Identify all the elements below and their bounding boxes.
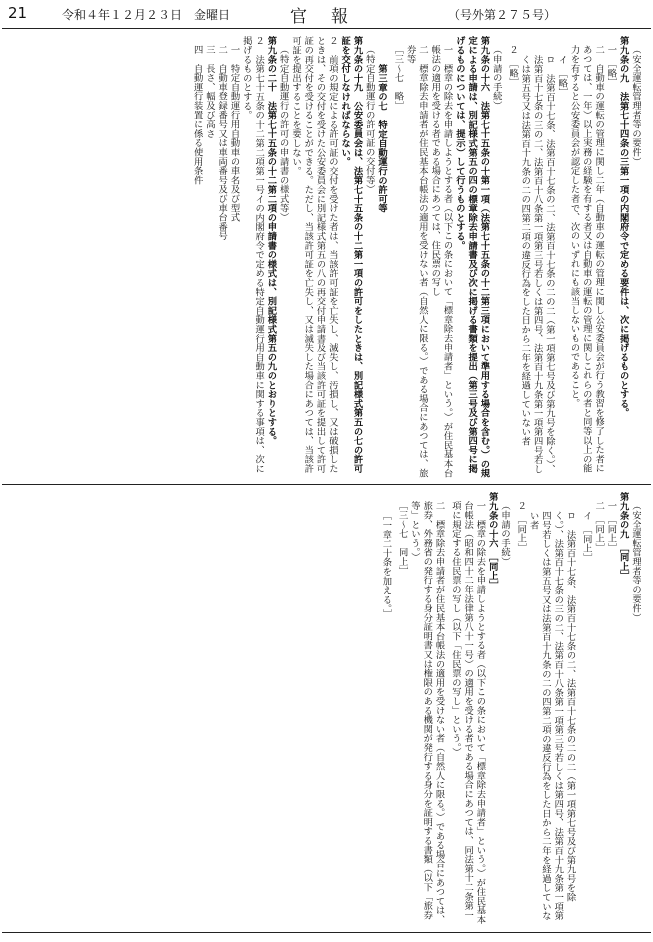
lower-text-line: （申請の手続） <box>499 501 511 567</box>
lower-text-line: イ ［同上］ <box>580 510 592 562</box>
upper-text-line: ［三～七 略］ <box>392 45 404 111</box>
issue-number: （号外第２７５号） <box>448 8 557 22</box>
upper-text-line: 第九条の十六 法第七十五条の十第一項（法第七十五条の十二第三項において準用する場合を含む。）の規定による申請は、別記様式第五の四の標章除去申請書及び次に掲げる書類を提出（第三号及び第四号に掲げるものについては、提示）して行うものとする。 <box>453 36 490 478</box>
upper-text-line: ロ 法第百十七条、法第百十七条の二、法第百十七条の二の二（第一項第七号及び第九号を除く。）、法第百十七条の三の二、法第百十八条第一項第三号若しくは第四号、法第百十九条第一項第四号若しくは第五号又は法第百十九条の二の四第二項の違反行為をした日から二年を経過していない者 <box>519 54 555 474</box>
upper-text-line: （特定自動運行の許可証の交付等） <box>363 45 375 195</box>
lower-text-line: ロ 法第百十七条、法第百十七条の二、法第百十七条の二の二（第一項第七号及び第九号を除く。）、法第百十七条の三の二、法第百十八条第一項第三号若しくは第四号、法第百十九条第一項第四号若しくは第五号又は法第百十九条の二の四第二項の違反行為をした日から二年を経過していない者 <box>527 510 576 920</box>
upper-text-line: 二 自動車登録番号又は車両番号及び車台番号 <box>216 45 228 241</box>
page-number: 21 <box>8 4 28 22</box>
upper-text-line: 第三章の七 特定自動運行の許可等 <box>376 63 388 213</box>
lower-text-line: 第九条の九 ［同上］ <box>617 492 629 581</box>
upper-text-line: （特定自動運行の許可の申請書の様式等） <box>277 45 289 222</box>
upper-text-line: （安全運転管理者等の要件） <box>630 45 641 167</box>
lower-text-line: ［三～七 同上］ <box>396 501 408 576</box>
upper-text-line: ２ ［略］ <box>507 45 519 88</box>
upper-text-line: 二 標章除去申請者が住民基本台帳法の適用を受けない者（自然人に限る。）である場合にあつては、旅券等 <box>404 45 428 478</box>
upper-text-line: ２ 法第七十五条の十二第二項第一号イの内閣府令で定める特定自動運行用自動車に関する事項は、次に掲げるものとする。 <box>240 36 265 474</box>
lower-text-line: 第九条の十六 ［同上］ <box>486 492 498 590</box>
gazette-title: 官報 <box>290 7 372 27</box>
upper-text-line: 第九条の二十 法第七十五条の十二第二項の申請書の様式は、別記様式第五の九のとおりとする。 <box>265 36 277 446</box>
original-text-column <box>6 492 641 926</box>
upper-text-line: 一 標章の除去を申請しようとする者（以下この条において「標章除去申請者」という。）が住民基本台帳法の適用を受ける者である場合にあつては、住民票の写し <box>429 45 453 478</box>
amended-text-block <box>6 36 641 478</box>
upper-text-line: 一 ［略］ <box>605 45 617 88</box>
lower-text-line: ２ ［同上］ <box>515 501 527 553</box>
upper-text-line: イ ［略］ <box>556 54 568 97</box>
section-divider <box>2 484 651 485</box>
upper-text-line: 一 特定自動運行用自動車の車名及び型式 <box>228 45 240 222</box>
lower-text-line: （安全運転管理者等の要件） <box>630 501 641 623</box>
lower-text-line: ［一章二十条を加える。］ <box>380 510 392 618</box>
upper-text-line: 第九条の十九 公安委員会は、法第七十五条の十二第一項の許可をしたときは、別記様式第五の七の許可証を交付しなければならない。 <box>339 36 363 474</box>
page-header <box>0 0 653 30</box>
lower-text-line: 一 標章の除去を申請しようとする者（以下この条において「標章除去申請者」という。）が住民基本台帳法（昭和四十二年法律第八十一号）の適用を受ける者である場合にあつては、同法第十二条第一項に規定する住民票の写し（以下「住民票の写し」という。） <box>449 501 486 925</box>
upper-text-line: 第九条の九 法第七十四条の三第一項の内閣府令で定める要件は、次に掲げるものとする。 <box>617 36 629 418</box>
lower-text-line: 一 ［同上］ <box>605 501 617 553</box>
lower-text-line: 二 ［同上］ <box>593 501 605 553</box>
upper-text-line: 四 自動運行装置に係る使用条件 <box>191 45 203 185</box>
upper-text-line: 二 自動車の運転の管理に関し二年（自動車の運転の管理に関し公安委員会が行う教習を修了した者にあつては、一年）以上実務の経験を有する者又は自動車の運転の管理に関しこれらの者と同等以上の能力を有すると公安委員会が認定した者で、次のいずれにも該当しないものであること。 <box>568 45 605 474</box>
lower-text-line: 二 標章除去申請者が住民基本台帳法の適用を受けない者（自然人に限る。）である場合にあつては、旅券、外務省の発行する身分証明書又は権限のある機関が発行する身分を証明する書類（以下「旅券等」という。） <box>408 501 445 925</box>
upper-text-line: 三 長さ、幅及び高さ <box>203 45 215 139</box>
amended-text-column <box>6 36 641 478</box>
issue-date: 令和４年１２月２３日 金曜日 <box>62 8 231 22</box>
upper-text-line: ２ 前項の規定による許可証の交付を受けた者は、当該許可証を亡失し、滅失し、汚損し、又は破損したときは、その交付を受けた公安委員会に別記様式第五の八の再交付申請書及び当該許可証を提出して許可証の再交付を受けることができる。ただし、当該許可証を亡失し、又は滅失した場合にあつては、当該許可証を提出することを要しない。 <box>289 36 338 474</box>
original-text-block <box>6 492 641 926</box>
footer-rule <box>2 932 651 933</box>
upper-text-line: （申請の手続） <box>490 45 502 111</box>
header-rule <box>2 28 651 29</box>
